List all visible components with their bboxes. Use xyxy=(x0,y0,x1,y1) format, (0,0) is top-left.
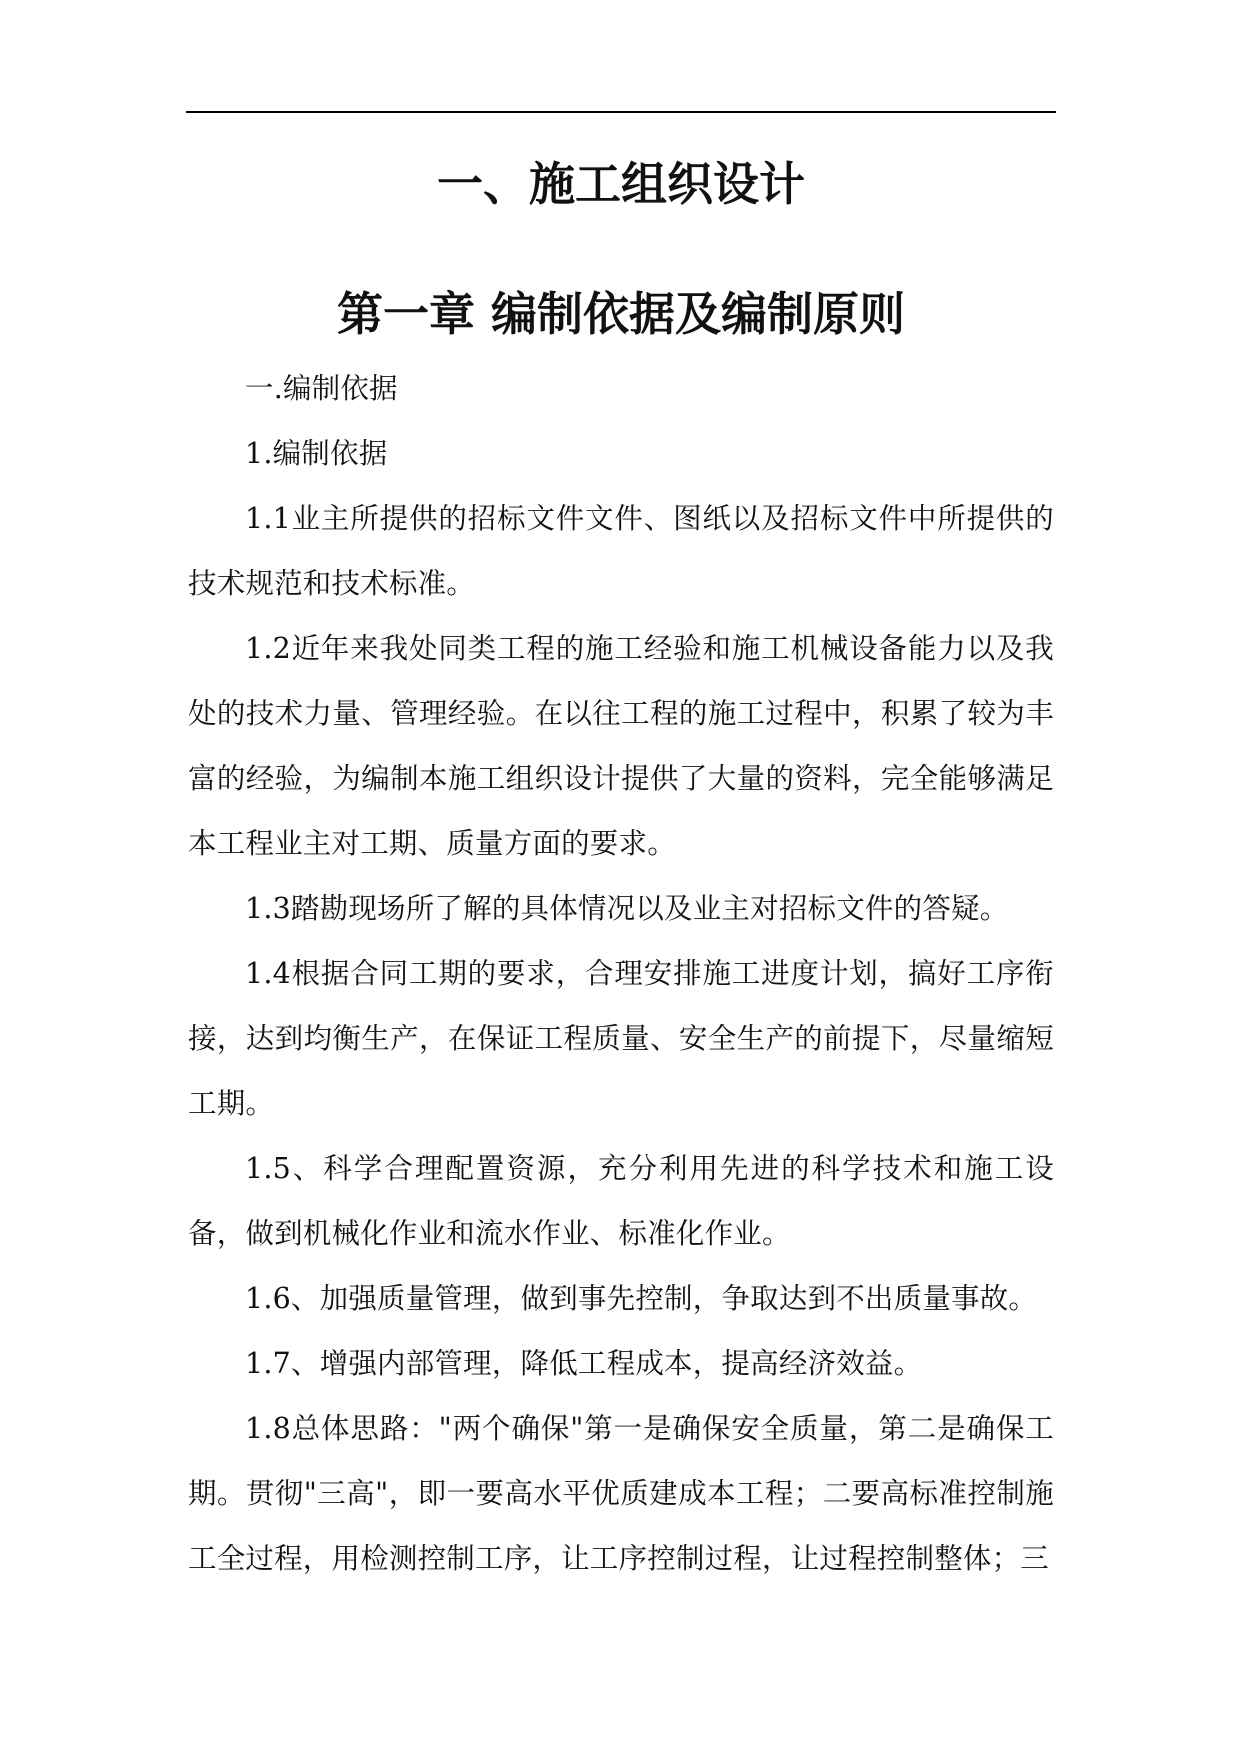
paragraph-1-6: 1.6、加强质量管理，做到事先控制，争取达到不出质量事故。 xyxy=(245,1282,1038,1315)
paragraph-1-3: 1.3踏勘现场所了解的具体情况以及业主对招标文件的答疑。 xyxy=(245,892,1009,925)
subsection-heading: 1.编制依据 xyxy=(245,437,388,470)
section-heading: 一.编制依据 xyxy=(245,372,398,405)
document-body xyxy=(188,356,1054,1591)
header-rule xyxy=(186,111,1056,113)
paragraph-1-2: 1.2近年来我处同类工程的施工经验和施工机械设备能力以及我处的技术力量、管理经验。在以往工程的施工过程中，积累了较为丰富的经验，为编制本施工组织设计提供了大量的资料，完全能够满足本工程业主对工期、质量方面的要求。 xyxy=(188,632,1054,860)
paragraph-1-1: 1.1业主所提供的招标文件文件、图纸以及招标文件中所提供的技术规范和技术标准。 xyxy=(188,502,1054,600)
chapter-title: 第一章 编制依据及编制原则 xyxy=(336,287,905,341)
paragraph-1-5: 1.5、科学合理配置资源，充分利用先进的科学技术和施工设备，做到机械化作业和流水作业、标准化作业。 xyxy=(188,1152,1054,1250)
paragraph-1-4: 1.4根据合同工期的要求，合理安排施工进度计划，搞好工序衔接，达到均衡生产，在保证工程质量、安全生产的前提下，尽量缩短工期。 xyxy=(188,957,1054,1120)
paragraph-1-7: 1.7、增强内部管理，降低工程成本，提高经济效益。 xyxy=(245,1347,923,1380)
main-title: 一、施工组织设计 xyxy=(437,157,805,211)
paragraph-1-8: 1.8总体思路："两个确保"第一是确保安全质量，第二是确保工期。贯彻"三高"，即一要高水平优质建成本工程；二要高标准控制施工全过程，用检测控制工序，让工序控制过程，让过程控制整体；三 xyxy=(188,1412,1054,1575)
